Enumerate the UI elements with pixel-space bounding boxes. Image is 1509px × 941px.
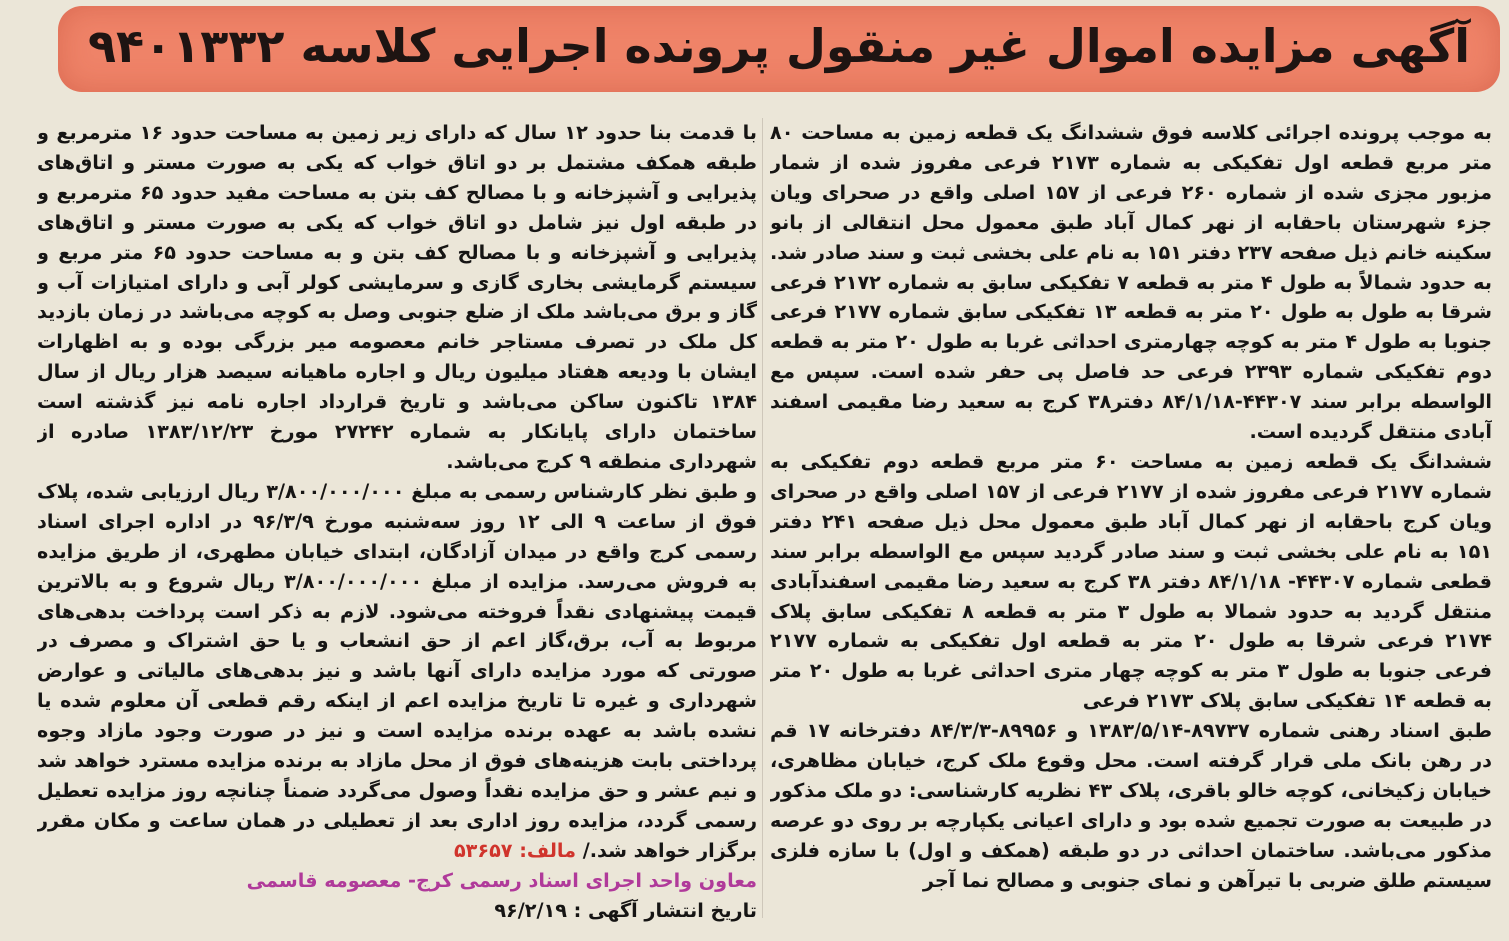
reference-code: مالف: ۵۳۶۵۷ [453,838,577,862]
title-banner [58,6,1500,92]
signature-line: معاون واحد اجرای اسناد رسمی کرج- معصومه قاسمی [246,868,757,892]
page-title: آگهی مزایده اموال غیر منقول پرونده اجرایی کلاسه ۹۴۰۱۳۳۲ [87,19,1471,73]
paragraph-land-parcel-two: ششدانگ یک قطعه زمین به مساحت ۶۰ متر مربع قطعه دوم تفکیکی به شماره ۲۱۷۷ فرعی مفروز شده از ۲۱۷۷ فرعی از ۱۵۷ اصلی واقع در صحرای ویان کرج باحقابه از نهر کمال آباد طبق معمول محل ذیل صفحه ۲۴۱ دفتر ۱۵۱ به نام علی بخشی ثبت و سند صادر گردید سپس مع الواسطه برابر سند قطعی شماره ۴۴۳۰۷- ۸۴/۱/۱۸ دفتر ۳۸ کرج به سعید رضا مقیمی اسفندآبادی منتقل گردید به حدود شمالا به طول ۳ متر به قطعه ۸ تفکیکی سابق پلاک ۲۱۷۴ فرعی شرقا به طول ۲۰ متر به قطعه اول تفکیکی به شماره ۲۱۷۷ فرعی جنوبا به طول ۳ متر به کوچه چهار متری احداثی غربا به طول ۲۰ متر به قطعه ۱۴ تفکیکی سابق پلاک ۲۱۷۳ فرعی [770,449,1492,713]
paragraph-building-description: با قدمت بنا حدود ۱۲ سال که دارای زیر زمین به مساحت حدود ۱۶ مترمربع و طبقه همکف مشتمل بر دو اتاق خواب که یکی به صورت مستر و اتاق‌های پذیرایی و آشپزخانه و با مصالح کف بتن به مساحت مفید حدود ۶۵ مترمربع و در طبقه اول نیز شامل دو اتاق خواب که یکی به صورت مستر و اتاق‌های پذیرایی و آشپزخانه و با مصالح کف بتن و به مساحت حدود ۶۵ متر مربع و سیستم گرمایشی بخاری گازی و سرمایشی کولر آبی و دارای امتیازات آب و گاز و برق می‌باشد ملک از ضلع جنوبی وصل به کوچه می‌باشد در زمان بازدید کل ملک در تصرف مستاجر خانم معصومه میر بزرگی بوده و به اظهارات ایشان با ودیعه هفتاد میلیون ریال و اجاره ماهیانه سیصد هزار ریال از سال ۱۳۸۴ تاکنون ساکن می‌باشد و تاریخ قرارداد اجاره نامه نیز گذشته است ساختمان دارای پایانکار به شماره ۲۷۲۴۲ مورخ ۱۳۸۳/۱۲/۲۳ صادره از شهرداری منطقه ۹ کرج می‌باشد. [37,121,757,473]
paragraph-land-parcel-one: به موجب پرونده اجرائی کلاسه فوق ششدانگ یک قطعه زمین به مساحت ۸۰ متر مربع قطعه اول تفکیکی به شماره ۲۱۷۳ فرعی مفروز شده از شمار مزبور مجزی شده از شماره ۲۶۰ فرعی از ۱۵۷ اصلی واقع در صحرای ویان جزء شهرستان باحقابه از نهر کمال آباد طبق معمول محل انتقالی از بانو سکینه خانم ذیل صفحه ۲۳۷ دفتر ۱۵۱ به نام علی بخشی ثبت و سند صادر شد. به حدود شمالاً به طول ۴ متر به قطعه ۷ تفکیکی سابق به شماره ۲۱۷۲ فرعی شرقا به طول به طول ۲۰ متر به قطعه ۱۳ تفکیکی سابق شماره ۲۱۷۷ فرعی جنوبا به طول ۴ متر به کوچه چهارمتری احداثی غربا به طول ۲۰ متر به قطعه دوم تفکیکی شماره ۲۳۹۳ فرعی حد فاصل پی حفر شده است. سپس مع الواسطه برابر سند ۴۴۳۰۷-۸۴/۱/۱۸ دفتر۳۸ کرج به سعید رضا مقیمی اسفند آبادی منتقل گردیده است. [770,121,1492,444]
left-column [37,118,757,928]
auction-terms-text: و طبق نظر کارشناس رسمی به مبلغ ۳/۸۰۰/۰۰۰/۰۰۰ ریال ارزیابی شده، پلاک فوق از ساعت ۹ الی ۱۲ روز سه‌شنبه مورخ ۹۶/۳/۹ در اداره اجرای اسناد رسمی کرج واقع در میدان آزادگان، ابتدای خیابان مطهری، از طریق مزایده به فروش می‌رسد. مزایده از مبلغ ۳/۸۰۰/۰۰۰/۰۰۰ ریال شروع و به بالاترین قیمت پیشنهادی نقداً فروخته می‌شود. لازم به ذکر است پرداخت بدهی‌های مربوط به آب، برق،گاز اعم از حق انشعاب و یا حق اشتراک و مصرف در صورتی که مورد مزایده دارای آنها باشد و نیز بدهی‌های مالیاتی و عوارض شهرداری و غیره تا تاریخ مزایده اعم از اینکه رقم قطعی آن معلوم شده یا نشده باشد به عهده برنده مزایده است و نیز در صورت وجود مازاد وجوه پرداختی بابت هزینه‌های فوق از محل مازاد به برنده مزایده مسترد خواهد شد و نیم عشر و حق مزایده نقداً وصول می‌گردد ضمناً چنانچه روز مزایده تعطیل رسمی گردد، مزایده روز اداری بعد از تعطیلی در همان ساعت و مکان مقرر برگزار خواهد شد./ [37,479,757,862]
column-divider [762,118,763,918]
paragraph-mortgage-and-expert-opinion: طبق اسناد رهنی شماره ۸۹۷۳۷-۱۳۸۳/۵/۱۴ و ۸۹۹۵۶-۸۴/۳/۳ دفترخانه ۱۷ قم در رهن بانک ملی قرار گرفته است. محل وقوع ملک کرج، خیابان مظاهری، خیابان زکیخانی، کوچه خالو باقری، پلاک ۴۳ نظریه کارشناسی: دو ملک مذکور در طبیعت به صورت تجمیع شده بود و دارای اعیانی یکپارچه بر روی دو عرصه مذکور می‌باشد. ساختمان احداثی در دو طبقه (همکف و اول) با سازه فلزی سیستم طلق ضربی با تیرآهن و نمای جنوبی و مصالح نما آجر [770,719,1492,892]
publish-date: تاریخ انتشار آگهی : ۹۶/۲/۱۹ [494,898,757,922]
paragraph-auction-terms [37,477,757,866]
right-column [770,118,1492,928]
